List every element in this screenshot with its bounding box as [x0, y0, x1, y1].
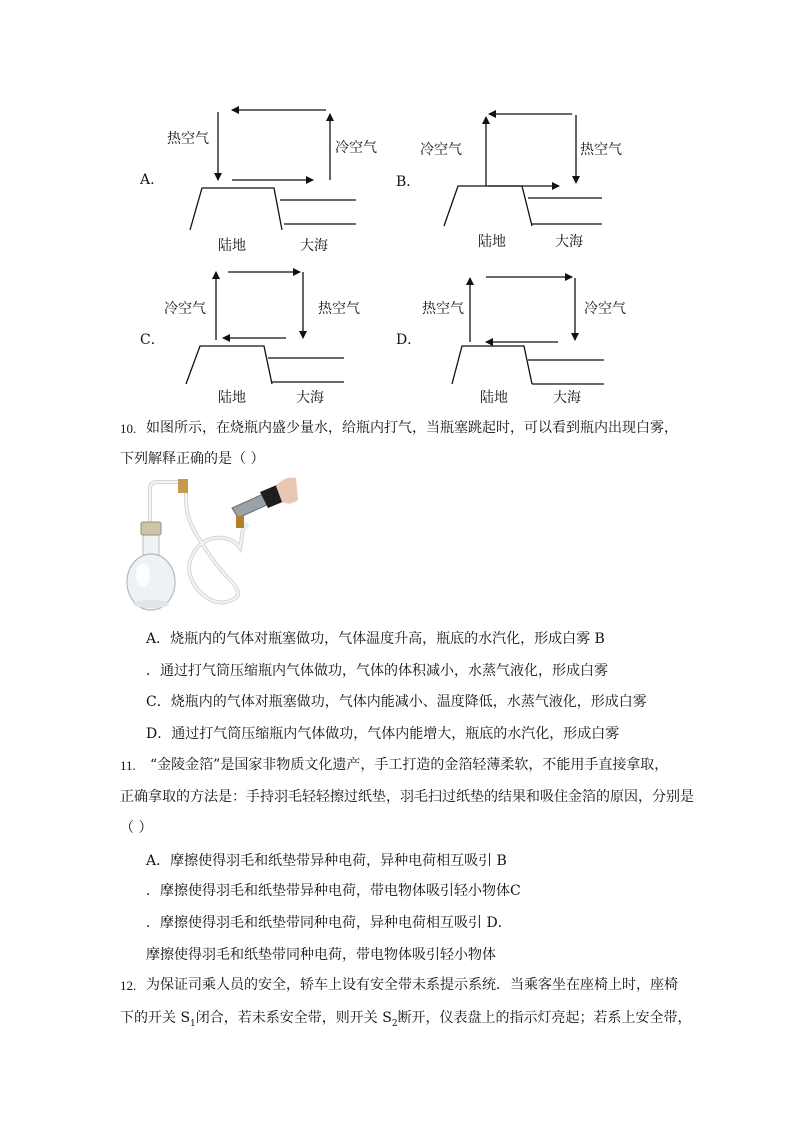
diagram-b-left-air-label: 冷空气	[420, 142, 462, 158]
diagram-c-sea-label: 大海	[296, 390, 324, 406]
question-11-text-line1: “金陵金箔”是国家非物质文化遗产，手工打造的金箔轻薄柔软，不能用手直接拿取，	[150, 757, 669, 773]
diagram-c	[186, 272, 344, 384]
diagram-d-land	[452, 346, 532, 384]
question-11-text-line2: 正确拿取的方法是：手持羽毛轻轻擦过纸垫，羽毛扫过纸垫的结果和吸住金箔的原因，分别是	[120, 789, 694, 805]
question-10-text-line2: 下列解释正确的是（ ）	[120, 451, 265, 467]
tube-connector	[178, 479, 188, 493]
question-12-text-line1: 为保证司乘人员的安全，轿车上设有安全带未系提示系统．当乘客坐在座椅上时，座椅	[146, 977, 678, 993]
flask-neck	[143, 533, 159, 555]
question-11-option-c: ．摩擦使得羽毛和纸垫带同种电荷，异种电荷相互吸引 D．	[146, 915, 512, 931]
question-10-option-a: A．烧瓶内的气体对瓶塞做功，气体温度升高，瓶底的水汽化，形成白雾 B	[146, 631, 605, 647]
question-12-text-line2-part3: 断开，仪表盘上的指示灯亮起；若系上安全带，	[397, 1010, 692, 1026]
diagram-a-sea-label: 大海	[300, 238, 328, 254]
diagram-c-land	[186, 346, 272, 384]
question-11-text-line3: （ ）	[120, 820, 153, 836]
question-11-option-a: A．摩擦使得羽毛和纸垫带异种电荷，异种电荷相互吸引 B	[146, 853, 507, 869]
diagram-a-left-air-label: 热空气	[167, 131, 209, 147]
question-10-number: 10.	[120, 421, 137, 436]
question-11-option-d: 摩擦使得羽毛和纸垫带同种电荷，带电物体吸引轻小物体	[146, 947, 496, 963]
question-11-option-b: ．摩擦使得羽毛和纸垫带异种电荷，带电物体吸引轻小物体C	[146, 883, 521, 899]
flask-highlight	[136, 563, 150, 587]
diagram-b-sea-label: 大海	[555, 234, 583, 250]
diagram-d-right-air-label: 冷空气	[584, 301, 626, 317]
diagram-c-left-air-label: 冷空气	[164, 301, 206, 317]
question-12-text-line2-part1: 下的开关 S	[120, 1010, 191, 1026]
question-10-option-c: C．烧瓶内的气体对瓶塞做功，气体内能减小、温度降低，水蒸气液化，形成白雾	[146, 694, 647, 710]
diagram-b-land	[444, 186, 532, 226]
diagram-b	[444, 114, 602, 226]
diagram-a-land-label: 陆地	[218, 238, 246, 254]
diagram-c-option-letter: C．	[140, 332, 165, 348]
diagram-c-right-air-label: 热空气	[318, 301, 360, 317]
flask-stopper	[141, 522, 161, 535]
diagram-d-option-letter: D．	[396, 332, 422, 348]
diagram-c-land-label: 陆地	[218, 390, 246, 406]
diagram-a-option-letter: A.	[140, 172, 155, 188]
diagram-a-land	[190, 188, 282, 230]
question-10-option-b: ．通过打气筒压缩瓶内气体做功，气体的体积减小，水蒸气液化，形成白雾	[146, 663, 608, 679]
diagram-d-left-air-label: 热空气	[422, 301, 464, 317]
pump-nozzle	[236, 516, 244, 528]
diagram-a-right-air-label: 冷空气	[335, 140, 377, 156]
switch-s1-subscript: 1	[190, 1018, 196, 1029]
question-12-text-line2-part2: 闭合，若未系安全带，则开关 S	[195, 1010, 392, 1026]
flask-pump-illustration	[127, 478, 298, 610]
diagram-d-land-label: 陆地	[480, 390, 508, 406]
question-10-text-line1: 如图所示，在烧瓶内盛少量水，给瓶内打气，当瓶塞跳起时，可以看到瓶内出现白雾，	[146, 420, 678, 436]
diagram-d-sea-label: 大海	[553, 390, 581, 406]
diagram-b-right-air-label: 热空气	[580, 142, 622, 158]
diagram-b-option-letter: B．	[396, 174, 421, 190]
question-12-number: 12.	[120, 978, 137, 993]
flask-water	[133, 600, 169, 608]
question-10-option-d: D．通过打气筒压缩瓶内气体做功，气体内能增大，瓶底的水汽化，形成白雾	[146, 726, 620, 742]
diagram-b-land-label: 陆地	[478, 234, 506, 250]
diagram-d	[452, 277, 604, 384]
question-11-number: 11.	[120, 758, 136, 773]
question-12-text-line2	[120, 1008, 692, 1034]
switch-s2-subscript: 2	[391, 1018, 398, 1029]
diagram-a	[190, 110, 356, 230]
